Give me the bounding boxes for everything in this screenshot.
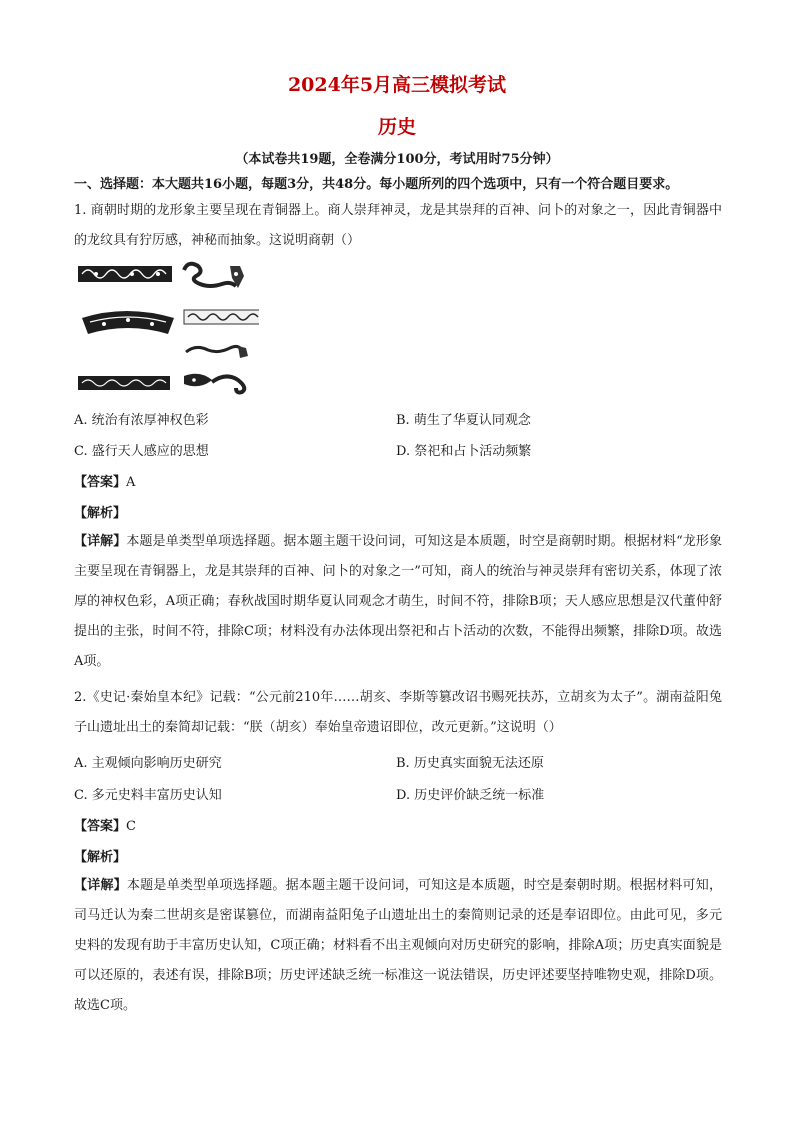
q2-option-c: C. 多元史料丰富历史认知	[74, 788, 222, 803]
exam-info: （本试卷共19题，全卷满分100分，考试用时75分钟）	[235, 152, 559, 167]
q1-option-c: C. 盛行天人感应的思想	[74, 444, 209, 459]
dragon-figure-3	[184, 374, 244, 393]
q2-option-b: B. 历史真实面貌无法还原	[396, 756, 544, 771]
q2-answer	[74, 815, 136, 834]
dragon-pattern-band-1	[78, 266, 172, 282]
dragon-pattern-arc	[82, 311, 174, 334]
q1-detail-text: 本题是单类型单项选择题。据本题主题干设问词，可知这是本质题，时空是商朝时期。根据材料“龙形象主要呈现在青铜器上，龙是其崇拜的百神、问卜的对象之一”可知，商人的统治与神灵崇拜有密切关系，体现了浓厚的神权色彩，A项正确；春秋战国时期华夏认同观念才萌生，时间不符，排除B项；天人感应思想是汉代董仲舒提出的主张，时间不符，排除C项；材料没有办法体现出祭祀和占卜活动的次数，不能得出频繁，排除D项。故选A项。	[74, 534, 722, 669]
q1-answer	[74, 471, 135, 490]
dragon-pattern-band-3	[78, 376, 170, 390]
q1-answer-label: 【答案】	[74, 475, 127, 490]
bronze-dragon-patterns-figure	[74, 258, 259, 398]
q2-answer-label: 【答案】	[74, 819, 127, 834]
q1-option-b: B. 萌生了华夏认同观念	[396, 413, 531, 428]
q2-answer-value: C	[126, 819, 136, 834]
q1-option-d: D. 祭祀和占卜活动频繁	[396, 444, 532, 459]
q2-detail-text: 本题是单类型单项选择题。据本题主题干设问词，可知这是本质题，时空是秦朝时期。根据材料可知，司马迁认为秦二世胡亥是密谋篡位，而湖南益阳兔子山遗址出土的秦简则记录的还是奉诏即位。由此可见，多元史料的发现有助于丰富历史认知，C项正确；材料看不出主观倾向对历史研究的影响，排除A项；历史真实面貌是可以还原的，表述有误，排除B项；历史评述缺乏统一标准这一说法错误，历史评述要坚持唯物史观，排除D项。故选C项。	[74, 878, 722, 1013]
q2-detail-label: 【详解】	[74, 878, 127, 893]
q1-analysis-label: 【解析】	[74, 506, 127, 521]
section-heading: 一、选择题：本大题共16小题，每题3分，共48分。每小题所列的四个选项中，只有一个符合题目要求。	[74, 177, 679, 192]
q1-option-a: A. 统治有浓厚神权色彩	[74, 413, 209, 428]
q2-analysis-label: 【解析】	[74, 850, 127, 865]
dragon-pattern-band-2	[184, 310, 259, 324]
q2-stem: 2.《史记·秦始皇本纪》记载：“公元前210年……胡亥、李斯等篡改诏书赐死扶苏，立胡亥为太子”。湖南益阳兔子山遗址出土的秦简却记载：“朕（胡亥）奉始皇帝遗诏即位，改元更新。”这说明（）	[74, 690, 722, 735]
q2-option-d: D. 历史评价缺乏统一标准	[396, 788, 545, 803]
dragon-figure-2	[186, 346, 248, 358]
exam-title: 2024年5月高三模拟考试	[287, 74, 507, 96]
q1-detail-label: 【详解】	[74, 534, 127, 549]
q1-stem: 1. 商朝时期的龙形象主要呈现在青铜器上。商人崇拜神灵，龙是其崇拜的百神、问卜的对象之一，因此青铜器中的龙纹具有狞厉感，神秘而抽象。这说明商朝（）	[74, 203, 722, 248]
subject-title: 历史	[377, 116, 416, 138]
dragon-figure-1	[184, 264, 244, 288]
q2-option-a: A. 主观倾向影响历史研究	[74, 756, 222, 771]
q1-detail	[74, 527, 722, 677]
q2-detail	[74, 871, 722, 1021]
q1-answer-value: A	[126, 475, 136, 490]
